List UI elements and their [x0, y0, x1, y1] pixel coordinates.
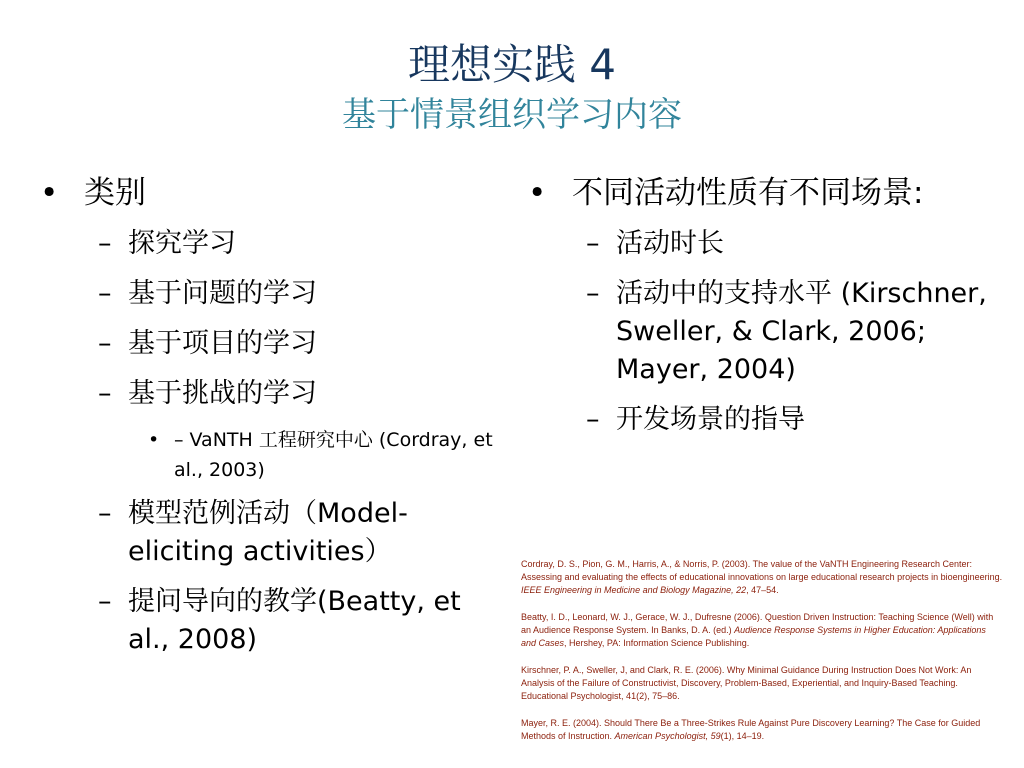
- bullet-icon: •: [40, 175, 59, 211]
- list-item-text: 活动中的支持水平 (Kirschner, Sweller, & Clark, 2006; Mayer, 2004): [616, 278, 987, 385]
- reference-source: IEEE Engineering in Medicine and Biology Magazine, 22: [521, 585, 747, 595]
- list-item: [528, 225, 988, 263]
- list-item: [528, 275, 988, 389]
- list-item: [40, 325, 500, 363]
- right-heading: [528, 172, 988, 215]
- dash-icon: –: [98, 586, 112, 617]
- list-item-text: 开发场景的指导: [616, 404, 805, 435]
- reference-mayer: [521, 717, 1003, 743]
- slide-title: [0, 38, 1024, 138]
- reference-text: Kirschner, P. A., Sweller, J, and Clark, R. E. (2006). Why Minimal Guidance During Instruction Does Not Work: An Analysis of the Failure of Constructivist, Discovery, Problem-Based, Experiential, and Inquiry-Based Teaching. Educational Psychologist, 41(2), 75–86.: [521, 665, 972, 701]
- left-heading: [40, 172, 500, 215]
- dash-icon: –: [586, 404, 600, 435]
- list-item-text: 提问导向的教学(Beatty, et al., 2008): [128, 586, 461, 655]
- list-item: [40, 495, 500, 571]
- reference-pages: (1), 14–19.: [720, 731, 765, 741]
- sub-list-item: [40, 425, 500, 485]
- reference-source: American Psychologist, 59: [614, 731, 721, 741]
- list-item: [40, 225, 500, 263]
- reference-beatty: [521, 611, 1003, 650]
- title-main: 理想实践 4: [407, 40, 617, 89]
- left-column: [40, 172, 500, 671]
- reference-pages: , 47–54.: [746, 585, 779, 595]
- reference-publisher: , Hershey, PA: Information Science Publishing.: [564, 638, 750, 648]
- list-item-text: 基于挑战的学习: [128, 378, 317, 409]
- bullet-icon: •: [148, 429, 160, 451]
- dash-icon: –: [98, 498, 112, 529]
- reference-kirschner: [521, 664, 1003, 703]
- references-block: [521, 558, 1003, 757]
- right-column: [528, 172, 988, 451]
- list-item-text: 基于项目的学习: [128, 328, 317, 359]
- reference-source: Audience Response Systems in Higher Education: Applications and Cases: [521, 625, 986, 648]
- list-item: [40, 275, 500, 313]
- right-heading-text: 不同活动性质有不同场景:: [572, 175, 924, 211]
- sub-list-item-text: – VaNTH 工程研究中心 (Cordray, et al., 2003): [174, 429, 493, 481]
- dash-icon: –: [98, 328, 112, 359]
- reference-text: Mayer, R. E. (2004). Should There Be a Three-Strikes Rule Against Pure Discovery Learning? The Case for Guided Methods of Instruction.: [521, 718, 981, 741]
- dash-icon: –: [586, 228, 600, 259]
- list-item-text: 模型范例活动（Model-eliciting activities）: [128, 498, 408, 567]
- dash-icon: –: [98, 278, 112, 309]
- reference-text: Beatty, I. D., Leonard, W. J., Gerace, W. J., Dufresne (2006). Question Driven Instruction: Teaching Science (Well) with an Audience Response System. In Banks, D. A. (ed.): [521, 612, 994, 635]
- list-item-text: 基于问题的学习: [128, 278, 317, 309]
- dash-icon: –: [98, 378, 112, 409]
- list-item-text: 活动时长: [616, 228, 724, 259]
- dash-icon: –: [586, 278, 600, 309]
- left-heading-text: 类别: [84, 175, 146, 211]
- list-item: [40, 583, 500, 659]
- reference-text: Cordray, D. S., Pion, G. M., Harris, A., & Norris, P. (2003). The value of the VaNTH Engineering Research Center: Assessing and evaluating the effects of educational innovations on large educational research projects in bioengineering.: [521, 559, 1003, 582]
- reference-cordray: [521, 558, 1003, 597]
- bullet-icon: •: [528, 175, 547, 211]
- dash-icon: –: [98, 228, 112, 259]
- title-subtitle: 基于情景组织学习内容: [342, 95, 682, 135]
- list-item: [528, 401, 988, 439]
- list-item-text: 探究学习: [128, 228, 236, 259]
- list-item: [40, 375, 500, 413]
